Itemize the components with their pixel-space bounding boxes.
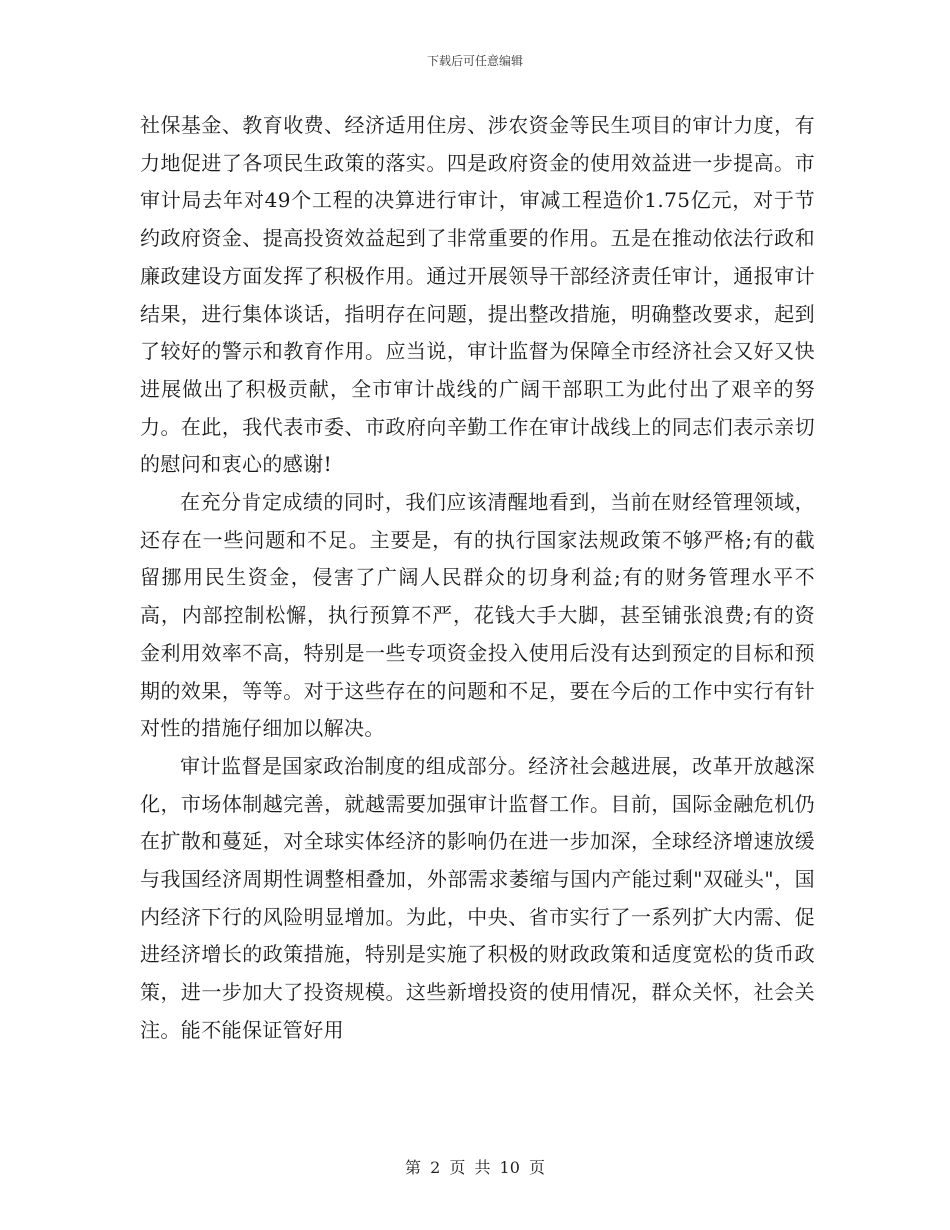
page-header: 下载后可任意编辑 xyxy=(426,54,523,68)
paragraph: 在充分肯定成绩的同时，我们应该清醒地看到，当前在财经管理领域，还存在一些问题和不足。主要是，有的执行国家法规政策不够严格;有的截留挪用民生资金，侵害了广阔人民群众的切身利益;有的财务管理水平不高，内部控制松懈，执行预算不严，花钱大手大脚，甚至铺张浪费;有的资金利用效率不高，特别是一些专项资金投入使用后没有达到预定的目标和预期的效果，等等。对于这些存在的问题和不足，要在今后的工作中实行有针对性的措施仔细加以解决。 xyxy=(140,490,815,741)
paragraph: 审计监督是国家政治制度的组成部分。经济社会越进展，改革开放越深化，市场体制越完善，就越需要加强审计监督工作。目前，国际金融危机仍在扩散和蔓延，对全球实体经济的影响仍在进一步加深，全球经济增速放缓与我国经济周期性调整相叠加，外部需求萎缩与国内产能过剩"双碰头"，国内经济下行的风险明显增加。为此，中央、省市实行了一系列扩大内需、促进经济增长的政策措施，特别是实施了积极的财政政策和适度宽松的货币政策，进一步加大了投资规模。这些新增投资的使用情况，群众关怀，社会关注。能不能保证管好用 xyxy=(140,753,815,1042)
paragraph-continued: 社保基金、教育收费、经济适用住房、涉农资金等民生项目的审计力度，有力地促进了各项民生政策的落实。四是政府资金的使用效益进一步提高。市审计局去年对49个工程的决算进行审计，审减工程造价1.75亿元，对于节约政府资金、提高投资效益起到了非常重要的作用。五是在推动依法行政和廉政建设方面发挥了积极作用。通过开展领导干部经济责任审计，通报审计结果，进行集体谈话，指明存在问题，提出整改措施，明确整改要求，起到了较好的警示和教育作用。应当说，审计监督为保障全市经济社会又好又快进展做出了积极贡献，全市审计战线的广阔干部职工为此付出了艰辛的努力。在此，我代表市委、市政府向辛勤工作在审计战线上的同志们表示亲切的慰问和衷心的感谢! xyxy=(140,113,815,477)
document-body xyxy=(140,107,815,1050)
page-footer: 第 2 页 共 10 页 xyxy=(405,1158,545,1177)
